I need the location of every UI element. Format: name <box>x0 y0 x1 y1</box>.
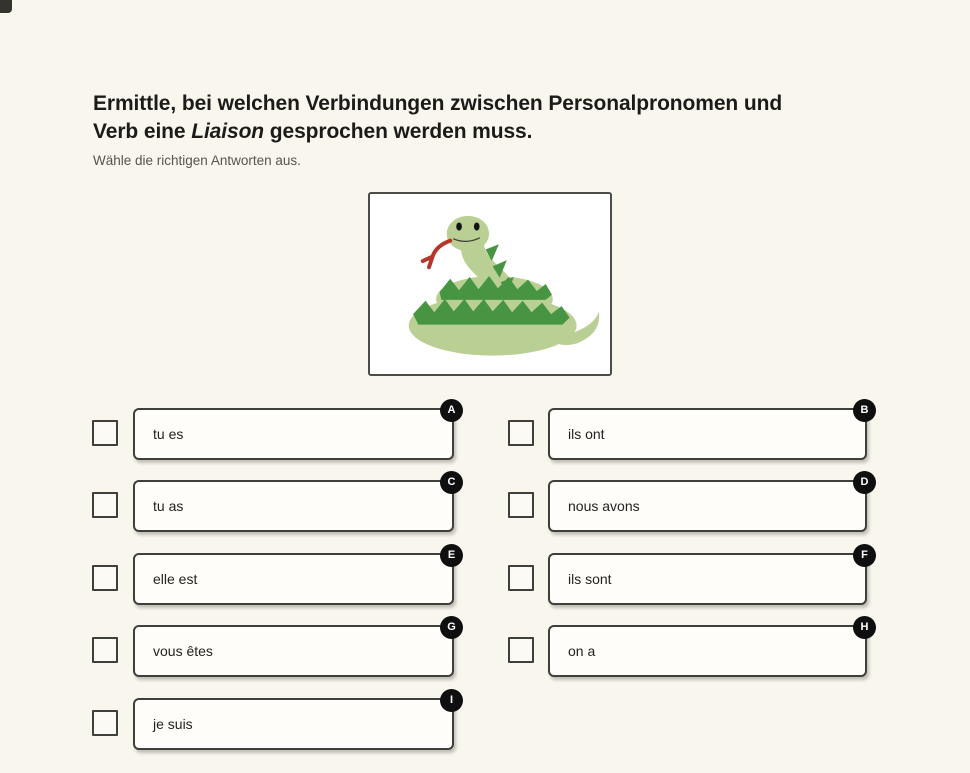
option-label: je suis <box>153 716 193 732</box>
option-letter-badge: F <box>853 544 876 567</box>
option-label: vous êtes <box>153 643 213 659</box>
option-letter-badge: E <box>440 544 463 567</box>
option-checkbox-e[interactable] <box>92 565 118 591</box>
option-box-e[interactable] <box>133 549 456 605</box>
illustration-card <box>368 192 612 376</box>
question-title <box>93 90 893 146</box>
option-letter-badge: D <box>853 471 876 494</box>
option-box-b[interactable] <box>548 404 869 460</box>
option-checkbox-f[interactable] <box>508 565 534 591</box>
option-checkbox-b[interactable] <box>508 420 534 446</box>
option-checkbox-h[interactable] <box>508 637 534 663</box>
option-box-i[interactable] <box>133 694 454 750</box>
option-box-c[interactable] <box>133 476 456 532</box>
option-checkbox-d[interactable] <box>508 492 534 518</box>
option-checkbox-c[interactable] <box>92 492 118 518</box>
option-box-h[interactable] <box>548 621 869 677</box>
option-box-a[interactable] <box>133 404 456 460</box>
option-letter-badge: A <box>440 399 463 422</box>
option-label: tu as <box>153 498 184 514</box>
option-letter-badge: B <box>853 399 876 422</box>
option-letter-badge: H <box>853 616 876 639</box>
question-title-italic-word: Liaison <box>191 119 265 143</box>
option-letter-badge: C <box>440 471 463 494</box>
option-label: elle est <box>153 571 198 587</box>
option-label: tu es <box>153 426 184 442</box>
option-label: on a <box>568 643 596 659</box>
option-box-f[interactable] <box>548 549 868 605</box>
question-instruction: Wähle die richtigen Antworten aus. <box>93 153 301 168</box>
option-checkbox-i[interactable] <box>92 710 118 736</box>
option-letter-badge: G <box>440 616 463 639</box>
option-label: nous avons <box>568 498 640 514</box>
snake-illustration-icon <box>378 200 602 368</box>
question-title-line2-pre: Verb eine <box>93 119 192 143</box>
option-letter-badge: I <box>440 689 463 712</box>
question-title-line1: Ermittle, bei welchen Verbindungen zwischen Personalpronomen und <box>93 92 783 115</box>
question-title-line2-post: gesprochen werden muss. <box>264 119 533 143</box>
corner-artifact <box>0 0 12 13</box>
option-box-g[interactable] <box>133 621 456 677</box>
option-label: ils sont <box>568 571 612 587</box>
option-box-d[interactable] <box>548 476 869 532</box>
option-checkbox-a[interactable] <box>92 420 118 446</box>
option-label: ils ont <box>568 426 605 442</box>
option-checkbox-g[interactable] <box>92 637 118 663</box>
